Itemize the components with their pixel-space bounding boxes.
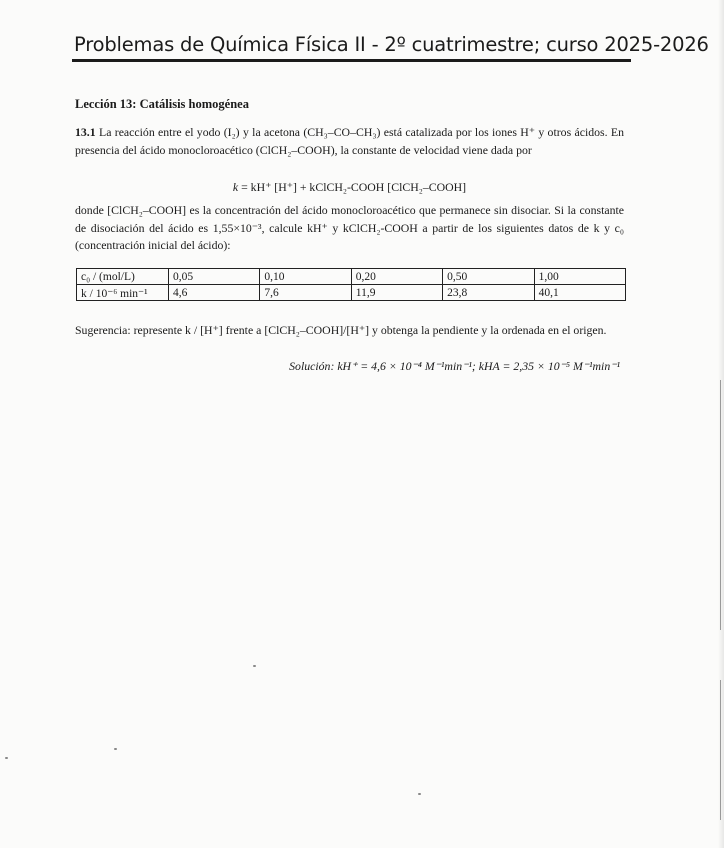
scan-speck (114, 748, 117, 750)
scan-speck (418, 793, 421, 795)
rate-equation-k: k (232, 180, 239, 194)
page-edge-shadow (718, 0, 724, 848)
table-cell: 0,20 (351, 269, 442, 285)
table-cell: 4,6 (169, 285, 260, 301)
table-cell: 0,10 (260, 269, 351, 285)
table-row-header: c₀ / (mol/L) (77, 269, 169, 285)
rate-equation-rhs: = kH⁺ [H⁺] + kClCH₂-COOH [ClCH₂–COOH] (238, 180, 467, 194)
problem-description: donde [ClCH₂–COOH] es la concentración del ácido monocloroacético que permanece sin disociar. Si la constante de disociación del ácido es 1,55×10⁻³, calcule kH⁺ y kClCH₂-COOH a partir de los siguientes datos de k y c₀ (concentración inicial del ácido): (75, 203, 624, 252)
problem-solution: Solución: kH⁺ = 4,6 × 10⁻⁴ M⁻¹min⁻¹; kHA = 2,35 × 10⁻⁵ M⁻¹min⁻¹ (289, 359, 620, 373)
table-row-header: k / 10⁻⁶ min⁻¹ (77, 285, 169, 301)
scan-edge-line (720, 380, 721, 630)
table-cell: 7,6 (260, 285, 351, 301)
scan-edge-line (720, 680, 721, 820)
table-row (77, 285, 626, 301)
table-cell: 1,00 (534, 269, 625, 285)
scan-speck (253, 665, 256, 667)
problem-number: 13.1 (75, 125, 96, 139)
table-cell: 40,1 (534, 285, 625, 301)
table-cell: 0,50 (443, 269, 534, 285)
problem-hint: Sugerencia: represente k / [H⁺] frente a [ClCH₂–COOH]/[H⁺] y obtenga la pendiente y la ordenada en el origen. (75, 323, 607, 337)
table-cell: 11,9 (351, 285, 442, 301)
table-row (77, 269, 626, 285)
problem-intro (75, 124, 624, 159)
data-table (76, 268, 626, 301)
header-rule (72, 59, 631, 62)
table-cell: 23,8 (443, 285, 534, 301)
problem-intro-text: La reacción entre el yodo (I₂) y la acetona (CH₃–CO–CH₃) está catalizada por los iones H⁺ y otros ácidos. En presencia del ácido monocloroacético (ClCH₂–COOH), la constante de velocidad viene dada por (75, 125, 625, 157)
table-cell: 0,05 (169, 269, 260, 285)
page-header-title: Problemas de Química Física II - 2º cuatrimestre; curso 2025-2026 (74, 33, 709, 56)
rate-equation (75, 180, 624, 195)
lesson-title: Lección 13: Catálisis homogénea (75, 97, 249, 111)
scan-speck (5, 757, 8, 759)
